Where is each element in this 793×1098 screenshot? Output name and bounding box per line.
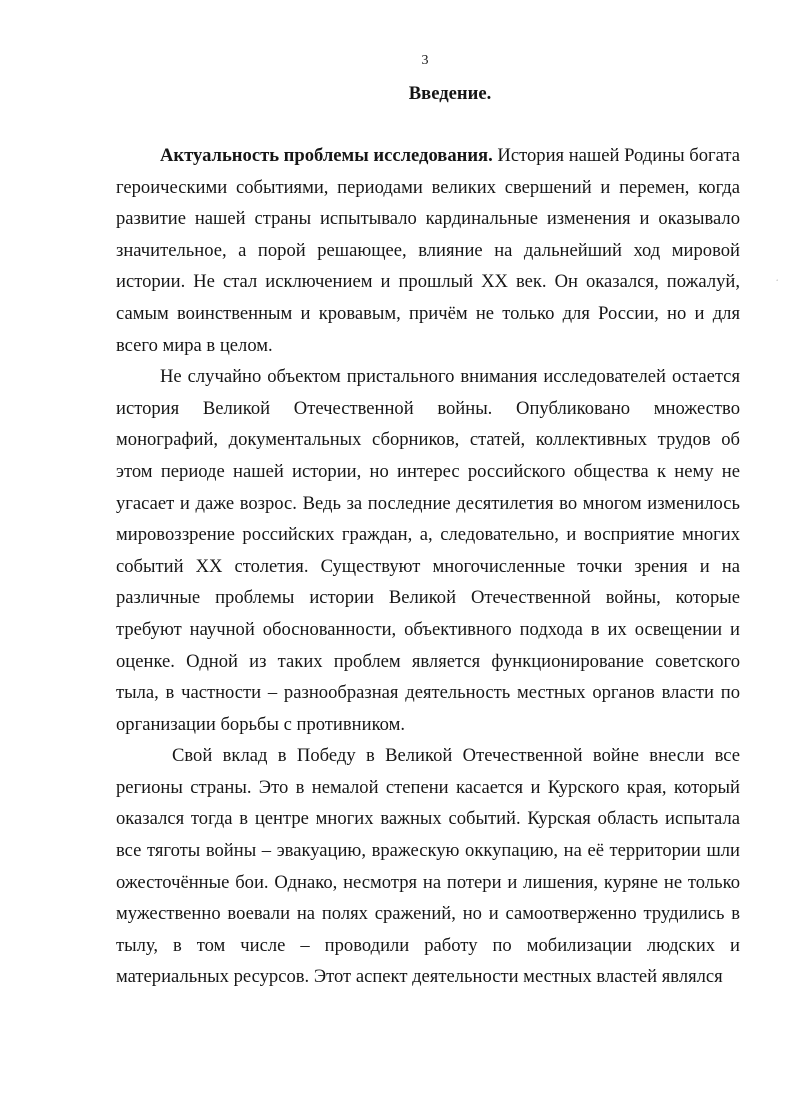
paragraph-lead: Актуальность проблемы исследования. [160,145,493,166]
paragraph-text: История нашей Родины богата героическими событиями, периодами великих свершений и перемен, когда развитие нашей страны испытывало кардинальные изменения и оказывало значительное, а порой решающее, влияние на дальнейший ход мировой истории. Не стал исключением и прошлый XX век. Он оказался, пожалуй, самым воинственным и кровавым, причём не только для России, но и для всего мира в целом. [116,145,740,356]
margin-mark: ʻ [776,278,779,286]
page-number: 3 [421,53,429,68]
paragraph-kursk-region: Свой вклад в Победу в Великой Отечественной войне внесли все регионы страны. Это в немалой степени касается и Курского края, который оказался тогда в центре многих важных событий. Курская область испытала все тяготы войны – эвакуацию, вражескую оккупацию, на её территории шли ожесточённые бои. Однако, несмотря на потери и лишения, куряне не только мужественно воевали на полях сражений, но и самоотверженно трудились в тылу, в том числе – проводили работу по мобилизации людских и материальных ресурсов. Этот аспект деятельности местных властей являлся [116,745,740,988]
paragraph-historiography: Не случайно объектом пристального внимания исследователей остается история Великой Отечественной войны. Опубликовано множество монографий, документальных сборников, статей, коллективных трудов об этом периоде нашей истории, но интерес российского общества к нему не угасает и даже возрос. Ведь за последние десятилетия во многом изменилось мировоззрение российских граждан, а, следовательно, и восприятие многих событий XX столетия. Существуют многочисленные точки зрения и на различные проблемы истории Великой Отечественной войны, которые требуют научной обоснованности, объективного подхода в их освещении и оценке. Одной из таких проблем является функционирование советского тыла, в частности – разнообразная деятельность местных органов власти по организации борьбы с противником. [116,366,740,735]
document-body [116,140,740,993]
page-title: Введение. [408,83,492,104]
paragraph-relevance [116,140,740,361]
